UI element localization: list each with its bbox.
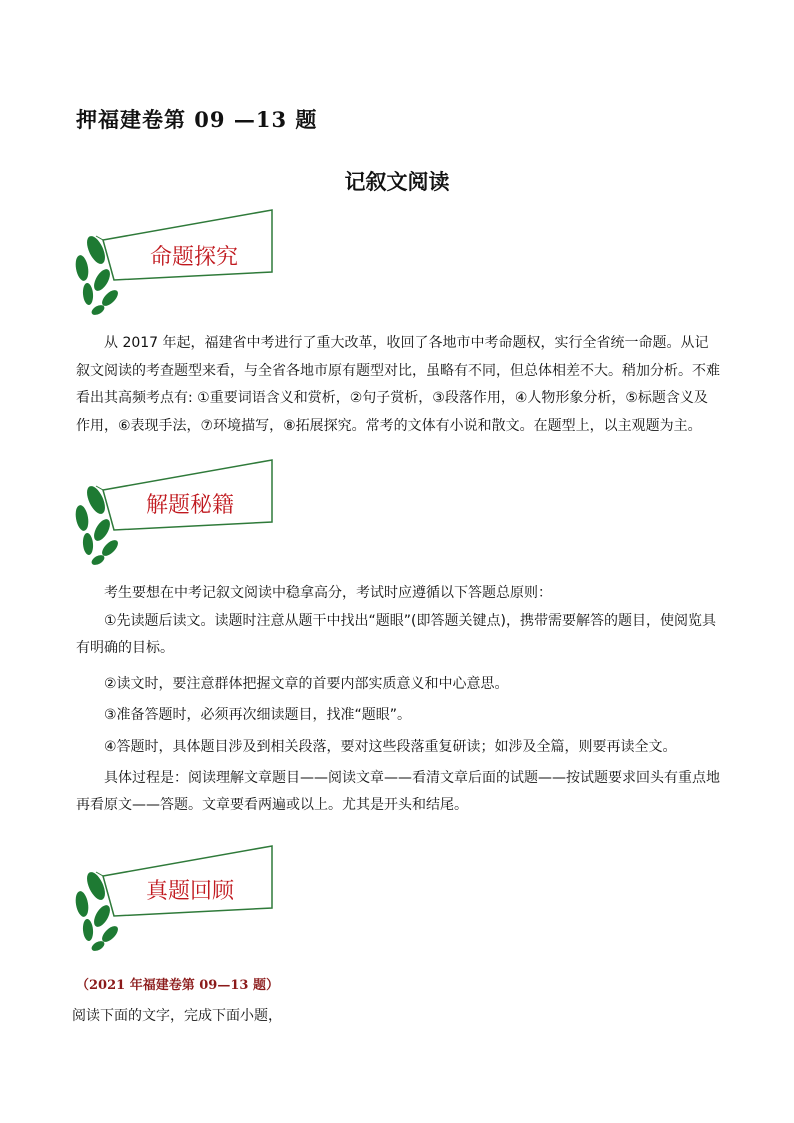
page-title: 押福建卷第 09 —13 题 xyxy=(76,107,318,132)
section-banner-mingti xyxy=(58,206,278,318)
section-label-jieti: 解题秘籍 xyxy=(146,493,235,518)
source-note: （2021 年福建卷第 09—13 题） xyxy=(76,978,279,993)
jieti-line-4: ④答题时，具体题目涉及到相关段落，要对这些段落重复研读；如涉及全篇，则要再读全文。 xyxy=(104,739,677,755)
mingti-paragraph: 从 2017 年起，福建省中考进行了重大改革，收回了各地市中考命题权，实行全省统一命题。从记叙文阅读的考查题型来看，与全省各地市原有题型对比，虽略有不同，但总体相差不大。稍加分析。不难看出其高频考点有: ①重要词语含义和赏析，②句子赏析，③段落作用，④人物形象分析，⑤标题含义及作用，⑥表现手法，⑦环境描写，⑧拓展探究。常考的文体有小说和散文。在题型上，以主观题为主。 xyxy=(76,335,720,434)
jieti-line-0: 考生要想在中考记叙文阅读中稳拿高分，考试时应遵循以下答题总原则： xyxy=(104,585,552,601)
reading-intro: 阅读下面的文字，完成下面小题， xyxy=(72,1008,282,1024)
section-subtitle: 记叙文阅读 xyxy=(344,169,450,194)
jieti-line-1: ①先读题后读文。读题时注意从题干中找出“题眼”(即答题关键点)，携带需要解答的题目，使阅览具有明确的目标。 xyxy=(76,613,716,656)
section-banner-zhenti xyxy=(58,842,278,954)
section-label-mingti: 命题探究 xyxy=(150,245,239,270)
jieti-line-5: 具体过程是：阅读理解文章题目——阅读文章——看清文章后面的试题——按试题要求回头有重点地再看原文——答题。文章要看两遍或以上。尤其是开头和结尾。 xyxy=(76,770,720,813)
section-label-zhenti: 真题回顾 xyxy=(146,879,235,904)
section-banner-jieti xyxy=(58,456,278,568)
jieti-line-3: ③准备答题时，必须再次细读题目，找准“题眼”。 xyxy=(104,707,412,723)
jieti-line-2: ②读文时，要注意群体把握文章的首要内部实质意义和中心意思。 xyxy=(104,676,509,692)
